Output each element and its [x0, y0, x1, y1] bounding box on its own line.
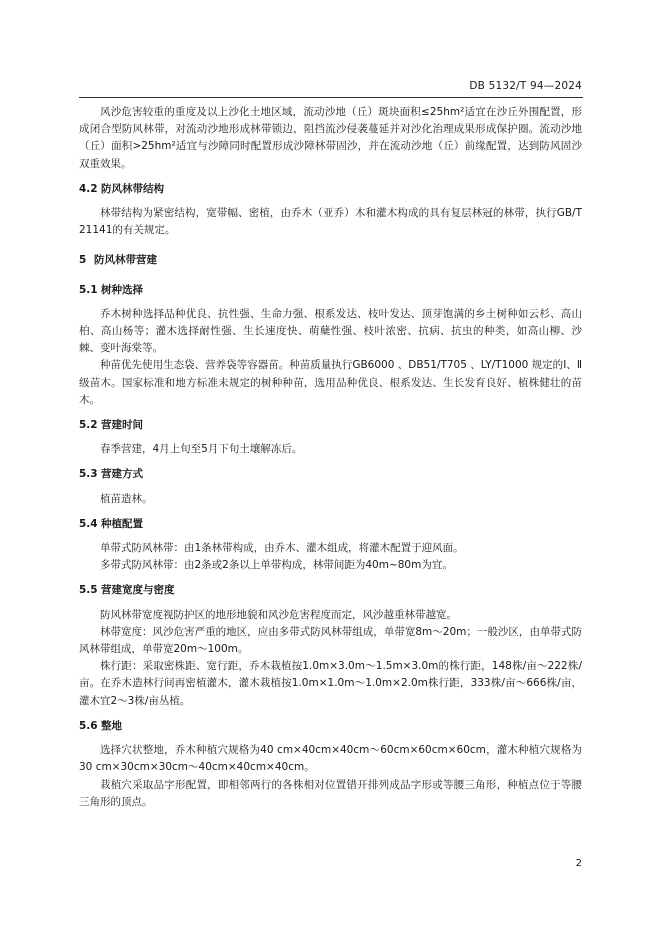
paragraph: 春季营建，4月上旬至5月下旬土壤解冻后。 [100, 443, 303, 456]
section-heading-4-2: 4.2 防风林带结构 [79, 182, 164, 195]
paragraph: 林带结构为紧密结构，宽带幅、密植，由乔木（亚乔）木和灌木构成的具有复层林冠的林带，执行GB/T 21141的有关规定。 [79, 207, 582, 237]
intro-paragraph: 风沙危害较重的重度及以上沙化土地区域，流动沙地（丘）斑块面积≤25hm²适宜在沙丘外围配置，形成闭合型防风林带，对流动沙地形成林带锁边，阻挡流沙侵袭蔓延并对沙化治理成果形成保护圈。流动沙地（丘）面积>25hm²适宜与沙障同时配置形成沙障林带固沙，并在流动沙地（丘）前缘配置，达到防风固沙双重效果。 [79, 106, 582, 170]
paragraph: 多带式防风林带：由2条或2条以上单带构成，林带间距为40m~80m为宜。 [100, 559, 453, 572]
paragraph: 林带宽度：风沙危害严重的地区，应由多带式防风林带组成，单带宽8m～20m；一般沙区，由单带式防风林带组成，单带宽20m～100m。 [79, 625, 582, 656]
header-divider [79, 97, 583, 98]
paragraph: 乔木树种选择品种优良、抗性强、生命力强、根系发达、枝叶发达、顶芽饱满的乡土树种如云杉、高山柏、高山杨等；灌木选择耐性强、生长速度快、萌蘖性强、枝叶浓密、抗病、抗虫的种类，如高山柳、沙棘、变叶海棠等。 [79, 307, 582, 355]
paragraph: 防风林带宽度视防护区的地形地貌和风沙危害程度而定，风沙越重林带越宽。 [100, 608, 457, 621]
section-heading-5-6: 5.6 整地 [79, 719, 122, 732]
section-heading-5-1: 5.1 树种选择 [79, 283, 143, 296]
paragraph: 栽植穴采取品字形配置，即相邻两行的各株相对位置错开排列成品字形或等腰三角形，种植点位于等腰三角形的顶点。 [79, 778, 582, 808]
standard-code: DB 5132/T 94—2024 [469, 80, 582, 92]
document-body [79, 104, 582, 811]
section-heading-5-3: 5.3 营建方式 [79, 468, 143, 481]
paragraph: 植苗造林。 [100, 492, 153, 505]
page-number: 2 [575, 858, 582, 869]
paragraph: 株行距：采取密株距、宽行距，乔木栽植按1.0m×3.0m～1.5m×3.0m的株行距，148株/亩～222株/亩。在乔木造林行间再密植灌木，灌木栽植按1.0m×1.0m～1.0m×2.0m株行距，333株/亩～666株/亩，灌木宜2～3株/亩丛植。 [79, 660, 582, 707]
paragraph: 选择穴状整地，乔木种植穴规格为40 cm×40cm×40cm～60cm×60cm×60cm，灌木种植穴规格为30 cm×30cm×30cm～40cm×40cm×40cm。 [79, 744, 582, 774]
section-heading-5-4: 5.4 种植配置 [79, 517, 143, 530]
section-heading-5-2: 5.2 营建时间 [79, 419, 143, 432]
section-heading-5-5: 5.5 营建宽度与密度 [79, 584, 175, 597]
chapter-heading-5: 5 防风林带营建 [79, 254, 157, 267]
paragraph: 种苗优先使用生态袋、营养袋等容器苗。种苗质量执行GB6000 、DB51/T705 、LY/T1000 规定的Ⅰ、Ⅱ级苗木。国家标准和地方标准未规定的树种种苗，选用品种优良、根系发达、生长发育良好、植株健壮的苗木。 [79, 359, 582, 406]
paragraph: 单带式防风林带：由1条林带构成，由乔木、灌木组成，将灌木配置于迎风面。 [100, 542, 464, 555]
